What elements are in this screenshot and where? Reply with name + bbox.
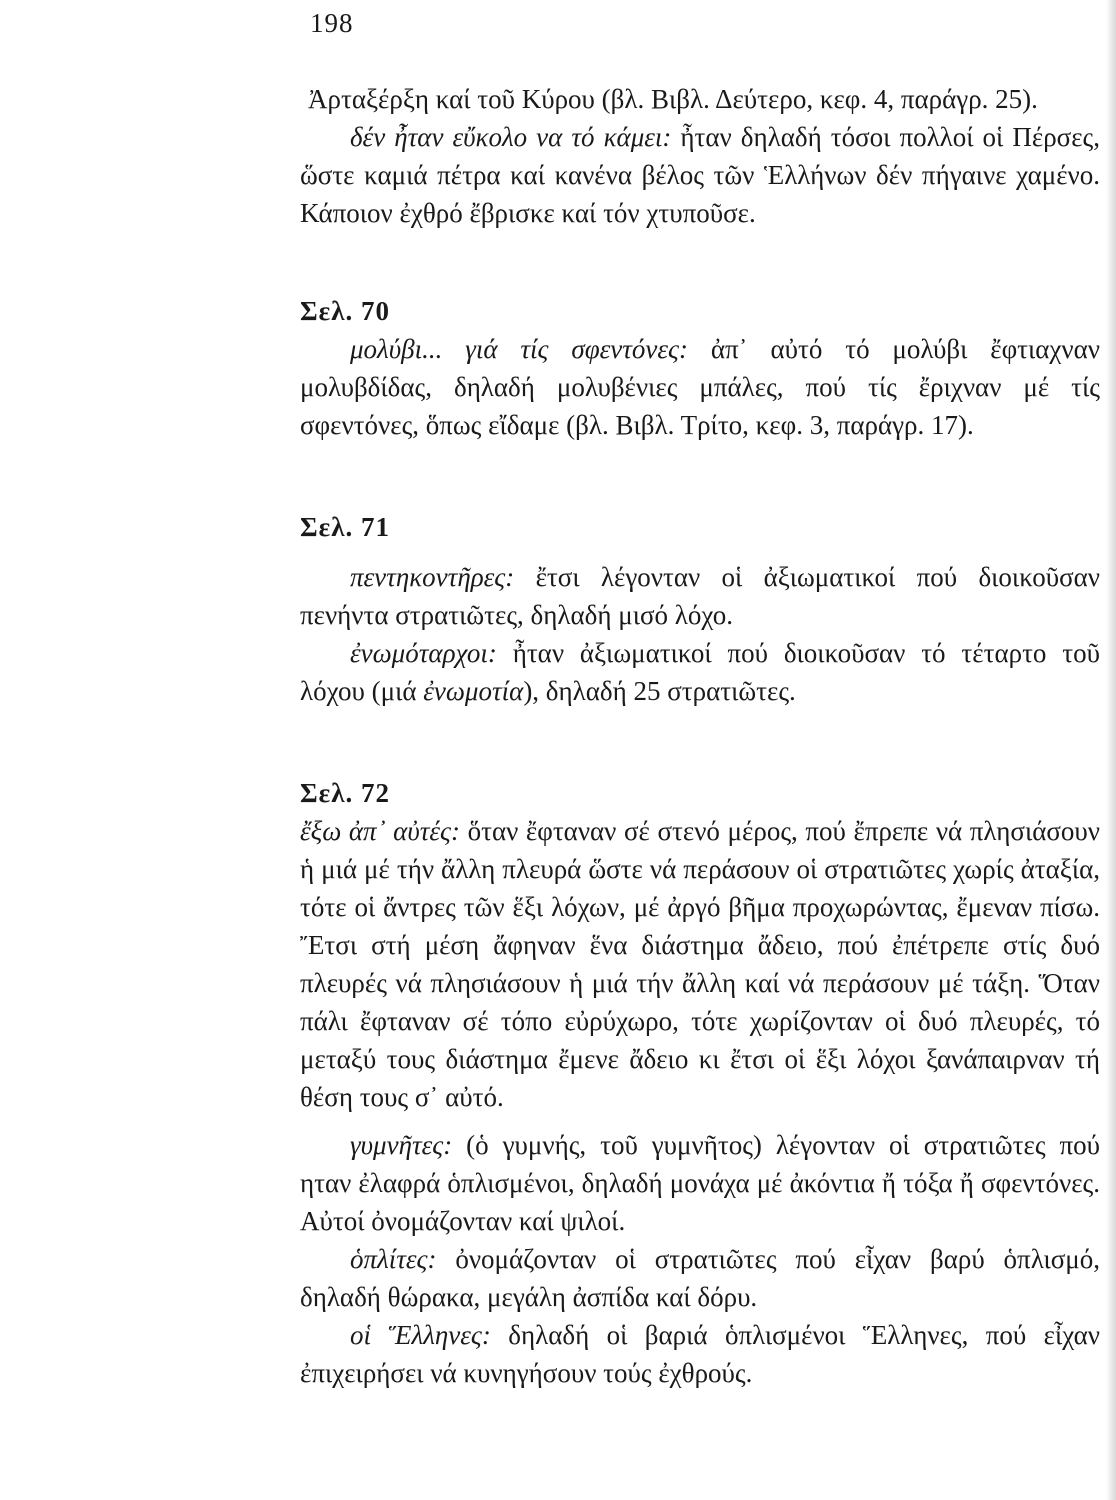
section-heading-70: Σελ. 70 <box>300 296 390 326</box>
term-explanation: ἦταν δηλαδή τόσοι πολλοί οἱ Πέρσες, ὥστε καμιά πέτρα καί κανένα βέλος τῶν Ἑλλήνων δέν πήγαινε χαμένο. Κάποιον ἐχθρό ἔβρισκε καί τόν χτυποῦσε. <box>300 122 1100 228</box>
page-number: 198 <box>310 8 354 38</box>
intro-paragraph: Ἀρταξέρξη καί τοῦ Κύρου (βλ. Βιβλ. Δεύτερο, κεφ. 4, παράγρ. 25). <box>308 84 1038 114</box>
term-explanation: δηλαδή οἱ βαριά ὁπλισμένοι Ἕλληνες, πού εἶχαν ἐπιχειρήσει νά κυνηγήσουν τούς ἐχθρούς. <box>300 1320 1100 1388</box>
term-explanation: ὀνομάζονταν οἱ στρατιῶτες πού εἶχαν βαρύ ὁπλισμό, δηλαδή θώρακα, μεγάλη ἀσπίδα καί δόρυ. <box>300 1244 1100 1312</box>
term-explanation: ἦταν ἀξιωματικοί πού διοικοῦσαν τό τέταρτο τοῦ λόχου (μιά <box>300 638 1100 706</box>
intro-note <box>300 118 1100 232</box>
italic-term: ἐνωμοτία <box>423 676 524 706</box>
section-71-note-2 <box>300 634 1100 710</box>
section-heading-72: Σελ. 72 <box>300 778 390 808</box>
page-edge-shadow <box>1106 0 1116 1500</box>
term: μολύβι... γιά τίς σφεντόνες: <box>350 334 688 364</box>
section-70-note <box>300 330 1100 444</box>
section-72-note-4 <box>300 1316 1100 1392</box>
term-explanation: (ὁ γυμνής, τοῦ γυμνῆτος) λέγονταν οἱ στρατιῶτες πού ηταν ἐλαφρά ὁπλισμένοι, δηλαδή μονάχα μέ ἀκόντια ἤ τόξα ἤ σφεντόνες. Αὐτοί ὀνομάζονταν καί ψιλοί. <box>300 1130 1100 1236</box>
term-explanation: ἀπ᾽ αὐτό τό μολύβι ἔφτιαχναν μολυβδίδας, δηλαδή μολυβένιες μπάλες, πού τίς ἔριχναν μέ τίς σφεντόνες, ὅπως εἴδαμε (βλ. Βιβλ. Τρίτο, κεφ. 3, παράγρ. 17). <box>300 334 1100 440</box>
section-72-note-2 <box>300 1126 1100 1240</box>
section-heading-71: Σελ. 71 <box>300 512 390 542</box>
term: ἐνωμόταρχοι: <box>350 638 497 668</box>
term-explanation: ἔτσι λέγονταν οἱ ἀξιωματικοί πού διοικοῦσαν πενήντα στρατιῶτες, δηλαδή μισό λόχο. <box>300 562 1100 630</box>
term: ὁπλίτες: <box>350 1244 437 1274</box>
section-71-note-1 <box>300 558 1100 634</box>
term: οἱ Ἕλληνες: <box>350 1320 491 1350</box>
term: πεντηκοντῆρες: <box>350 562 515 592</box>
section-72-note-1 <box>300 812 1100 1116</box>
term: ἔξω ἀπ᾽ αὐτές: <box>300 816 460 846</box>
section-72-note-3 <box>300 1240 1100 1316</box>
term-explanation: ὅταν ἔφταναν σέ στενό μέρος, πού ἔπρεπε νά πλησιάσουν ἡ μιά μέ τήν ἄλλη πλευρά ὥστε νά περάσουν οἱ στρατιῶτες χωρίς ἀταξία, τότε οἱ ἄντρες τῶν ἕξι λόχων, μέ ἀργό βῆμα προχωρώντας, ἔμεναν πίσω. Ἔτσι στή μέση ἄφηναν ἕνα διάστημα ἄδειο, πού ἐπέτρεπε στίς δυό πλευρές νά πλησιάσουν ἡ μιά τήν ἄλλη καί νά περάσουν μέ τάξη. Ὅταν πάλι ἔφταναν σέ τόπο εὐρύχωρο, τότε χωρίζονταν οἱ δυό πλευρές, τό μεταξύ τους διάστημα ἔμενε ἄδειο κι ἔτσι οἱ ἕξι λόχοι ξανάπαιρναν τή θέση τους σ᾽ αὐτό. <box>300 816 1100 1112</box>
term-explanation-end: ), δηλαδή 25 στρατιῶτες. <box>523 676 796 706</box>
term: γυμνῆτες: <box>350 1130 453 1160</box>
page-body <box>300 80 1100 1392</box>
term: δέν ἦταν εὔκολο να τό κάμει: <box>350 122 672 152</box>
